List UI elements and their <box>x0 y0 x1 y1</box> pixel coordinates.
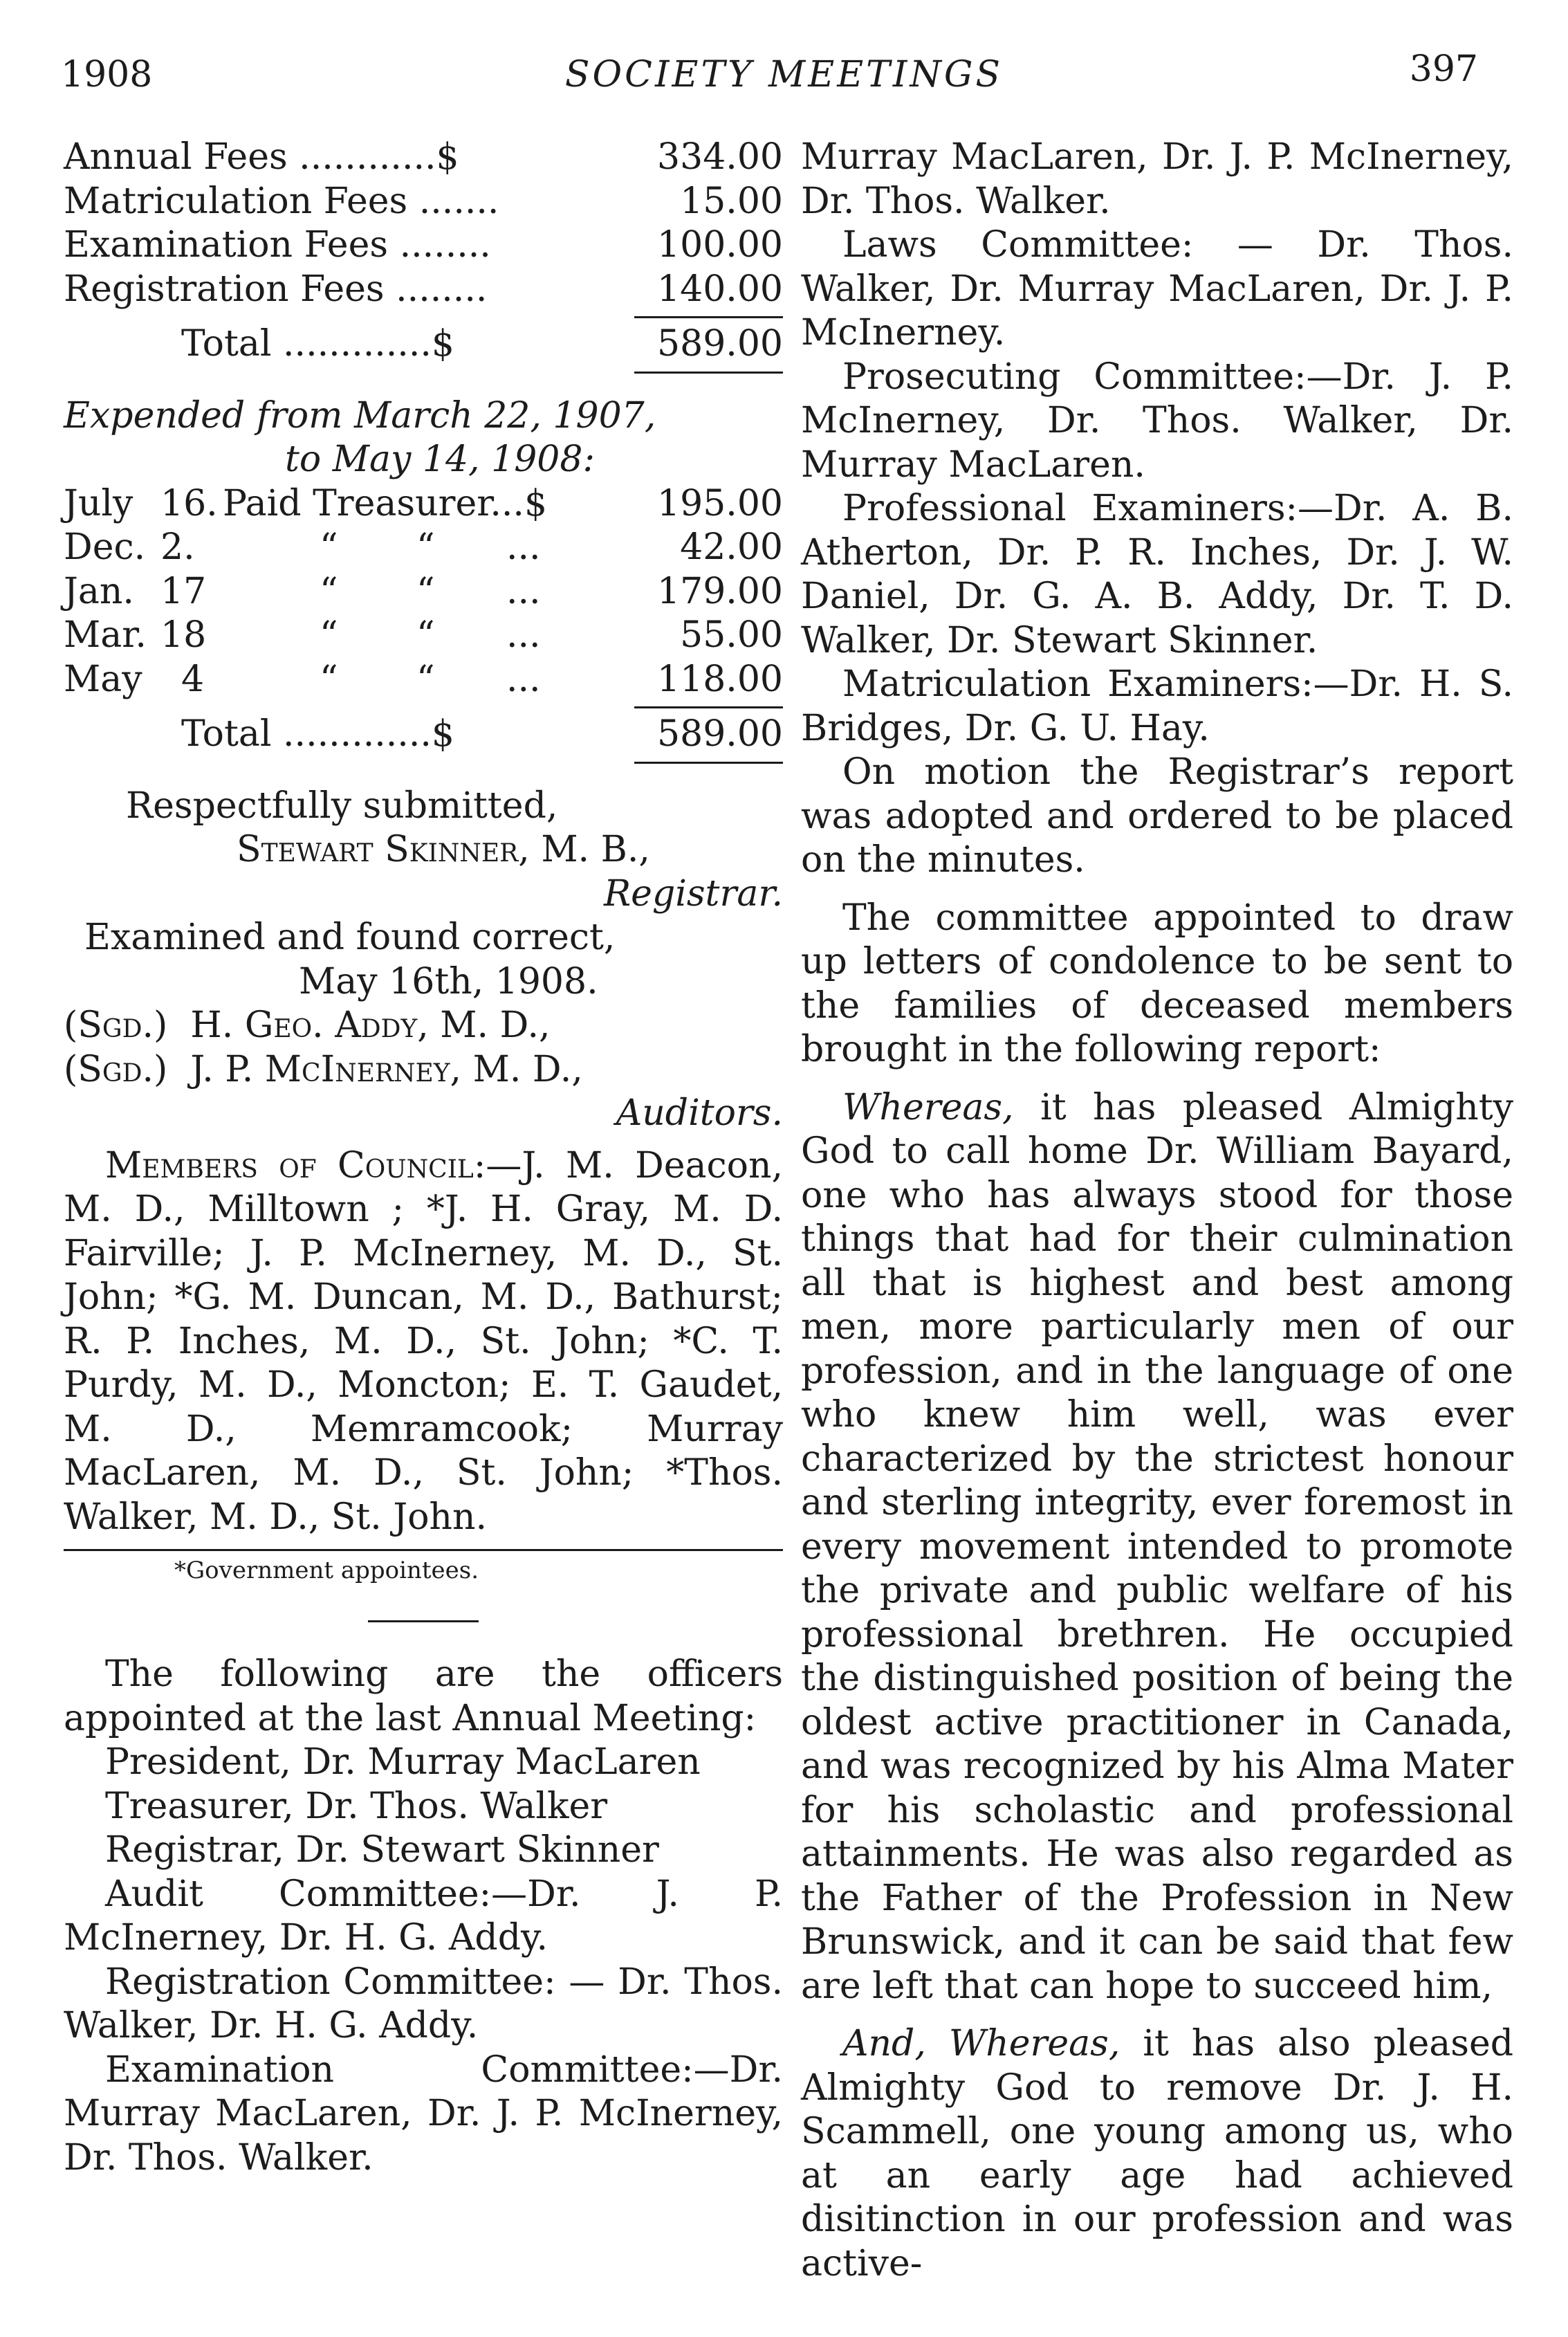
closing: Respectfully submitted, <box>126 785 558 827</box>
motion-paragraph: On motion the Registrar’s report was adopted and ordered to be placed on the minutes. <box>801 751 1513 881</box>
prosecuting-committee: Prosecuting Committee:—Dr. J. P. McInerney, Dr. Thos. Walker, Dr. Murray MacLaren. <box>801 356 1513 486</box>
running-header <box>0 48 1568 104</box>
ditto-mark: “ <box>416 614 435 656</box>
footnote: *Government appointees. <box>174 1557 479 1584</box>
total-label: Total .............$ <box>181 713 454 755</box>
expenditures-total-row <box>64 713 783 757</box>
signature-block <box>64 785 783 917</box>
whereas-paragraph-2 <box>801 2022 1513 2286</box>
whereas-paragraph-1 <box>801 1086 1513 2009</box>
signatory-name: Stewart Skinner, M. B., <box>237 829 650 870</box>
receipts-total-row <box>64 322 783 367</box>
whereas-text: it has also pleased Almighty God to remove Dr. J. H. Scammell, one young among us, who at an early age had achieved disitinction in our profession and was active- <box>801 2023 1514 2284</box>
header-title: SOCIETY MEETINGS <box>564 54 1004 95</box>
table-row <box>64 658 783 702</box>
day-cell: 16. <box>160 482 218 524</box>
table-row <box>64 223 783 268</box>
auditor-signature: (Sgd.) H. Geo. Addy, M. D., <box>64 1005 551 1046</box>
total-label: Total .............$ <box>181 323 454 365</box>
receipt-label: Examination Fees ........ <box>64 224 491 266</box>
ditto-mark: “ <box>320 614 338 656</box>
section-divider <box>368 1620 479 1622</box>
total-amount: 589.00 <box>657 713 783 755</box>
whereas-lead: Whereas, <box>842 1086 1014 1128</box>
month-cell: Mar. <box>64 614 147 656</box>
right-column <box>801 136 1513 2286</box>
leader-dots: ... <box>506 658 541 700</box>
table-row <box>64 482 783 526</box>
ditto-mark: “ <box>320 570 338 612</box>
amount-cell: 118.00 <box>657 658 783 700</box>
amount-cell: 179.00 <box>657 570 783 612</box>
left-column <box>64 136 784 2179</box>
table-row <box>64 526 783 570</box>
council-heading: Members of Council <box>105 1144 474 1186</box>
day-cell: 2. <box>160 526 195 568</box>
professional-examiners: Professional Examiners:—Dr. A. B. Atherton, Dr. P. R. Inches, Dr. J. W. Daniel, Dr. G. A. B. Addy, Dr. T. D. Walker, Dr. Stewart Skinner. <box>801 488 1513 661</box>
registration-committee: Registration Committee: — Dr. Thos. Walker, Dr. H. G. Addy. <box>64 1961 783 2046</box>
whereas-lead: And, Whereas, <box>842 2023 1120 2064</box>
receipt-amount: 140.00 <box>657 268 783 310</box>
matriculation-examiners: Matriculation Examiners:—Dr. H. S. Bridges, Dr. G. U. Hay. <box>801 663 1513 749</box>
officer-registrar: Registrar, Dr. Stewart Skinner <box>105 1829 659 1871</box>
day-cell: 17 <box>160 570 207 612</box>
signatory-role: Registrar. <box>604 872 783 915</box>
total-amount: 589.00 <box>657 323 783 365</box>
receipt-amount: 100.00 <box>657 224 783 266</box>
examination-committee-continued: Murray MacLaren, Dr. J. P. McInerney, Dr. Thos. Walker. <box>801 136 1513 222</box>
auditor-role: Auditors. <box>616 1092 783 1134</box>
footnote-rule <box>64 1549 783 1551</box>
whereas-text: it has pleased Almighty God to call home Dr. William Bayard, one who has always stood for those things that had for their culmination all that is highest and best among men, more particularly men of our profession, and in the language of one who knew him well, was ever characterized by the strictest honour and sterling integrity, ever foremost in every movement intended to promote the private and public welfare of his professional brethren. He occupied the distinguished position of being the oldest active practitioner in Canada, and was recognized by his Alma Mater for his scholastic and professional attainments. He was also regarded as the Father of the Profession in New Brunswick, and it can be said that few are left that can hope to succeed him, <box>801 1086 1513 2007</box>
audit-date: May 16th, 1908. <box>299 960 598 1002</box>
amount-cell: 42.00 <box>680 526 783 568</box>
ditto-mark: “ <box>320 658 338 700</box>
receipt-label: Annual Fees ............$ <box>64 136 459 178</box>
ditto-mark: “ <box>416 526 435 568</box>
sum-rule <box>64 702 783 713</box>
officer-treasurer: Treasurer, Dr. Thos. Walker <box>105 1785 608 1827</box>
audit-committee: Audit Committee:—Dr. J. P. McInerney, Dr. H. G. Addy. <box>64 1873 783 1959</box>
page-number: 397 <box>1409 48 1478 90</box>
examination-committee-start <box>64 2049 783 2179</box>
sum-rule <box>64 311 783 322</box>
expenditure-caption: Expended from March 22, 1907, <box>64 394 656 437</box>
receipt-label: Matriculation Fees ....... <box>64 180 499 222</box>
table-row <box>64 268 783 312</box>
expenditure-caption: to May 14, 1908: <box>285 439 595 480</box>
audit-statement: Examined and found correct, <box>84 917 616 958</box>
ditto-mark: “ <box>320 526 338 568</box>
month-cell: July <box>64 482 133 524</box>
auditor-signature: (Sgd.) J. P. McInerney, M. D., <box>64 1048 583 1090</box>
leader-dots: ... <box>506 526 541 568</box>
day-cell: 18 <box>160 614 207 656</box>
ditto-mark: “ <box>416 658 435 700</box>
receipts-table <box>64 136 783 378</box>
expenditures-table <box>64 394 783 768</box>
sum-rule <box>64 757 783 768</box>
sum-rule <box>64 367 783 378</box>
council-text: :—J. M. Deacon, M. D., Milltown ; *J. H. Gray, M. D. Fairville; J. P. McInerney, M. D., St. John; *G. M. Duncan, M. D., Bathurst; R. P. Inches, M. D., St. John; *C. T. Purdy, M. D., Moncton; E. T. Gaudet, M. D., Memramcook; Murray MacLaren, M. D., St. John; *Thos. Walker, M. D., St. John. <box>64 1144 784 1538</box>
condolence-intro: The committee appointed to draw up letters of condolence to be sent to the families of deceased members brought in the following report: <box>801 897 1513 1070</box>
receipt-amount: 15.00 <box>680 180 783 222</box>
month-cell: Jan. <box>64 570 134 612</box>
month-cell: May <box>64 658 142 700</box>
leader-dots: ... <box>506 614 541 656</box>
table-row <box>64 614 783 658</box>
officers-intro: The following are the officers appointed at the last Annual Meeting: <box>64 1653 783 1739</box>
laws-committee: Laws Committee: — Dr. Thos. Walker, Dr. Murray MacLaren, Dr. J. P. McInerney. <box>801 224 1513 354</box>
month-cell: Dec. <box>64 526 146 568</box>
table-row <box>64 136 783 180</box>
header-year: 1908 <box>61 54 153 95</box>
table-row <box>64 180 783 224</box>
day-cell: 4 <box>181 658 205 700</box>
receipt-label: Registration Fees ........ <box>64 268 488 310</box>
payee-cell: Paid Treasurer...$ <box>223 482 548 524</box>
examination-committee: Examination Committee:—Dr. Murray MacLaren, Dr. J. P. McInerney, Dr. Thos. Walker. <box>64 2049 783 2179</box>
amount-cell: 55.00 <box>680 614 783 656</box>
receipt-amount: 334.00 <box>657 136 783 178</box>
leader-dots: ... <box>506 570 541 612</box>
table-row <box>64 570 783 614</box>
council-paragraph <box>64 1144 783 1540</box>
amount-cell: 195.00 <box>657 482 783 524</box>
ditto-mark: “ <box>416 570 435 612</box>
audit-block <box>64 916 783 1136</box>
officer-president: President, Dr. Murray MacLaren <box>105 1741 701 1783</box>
